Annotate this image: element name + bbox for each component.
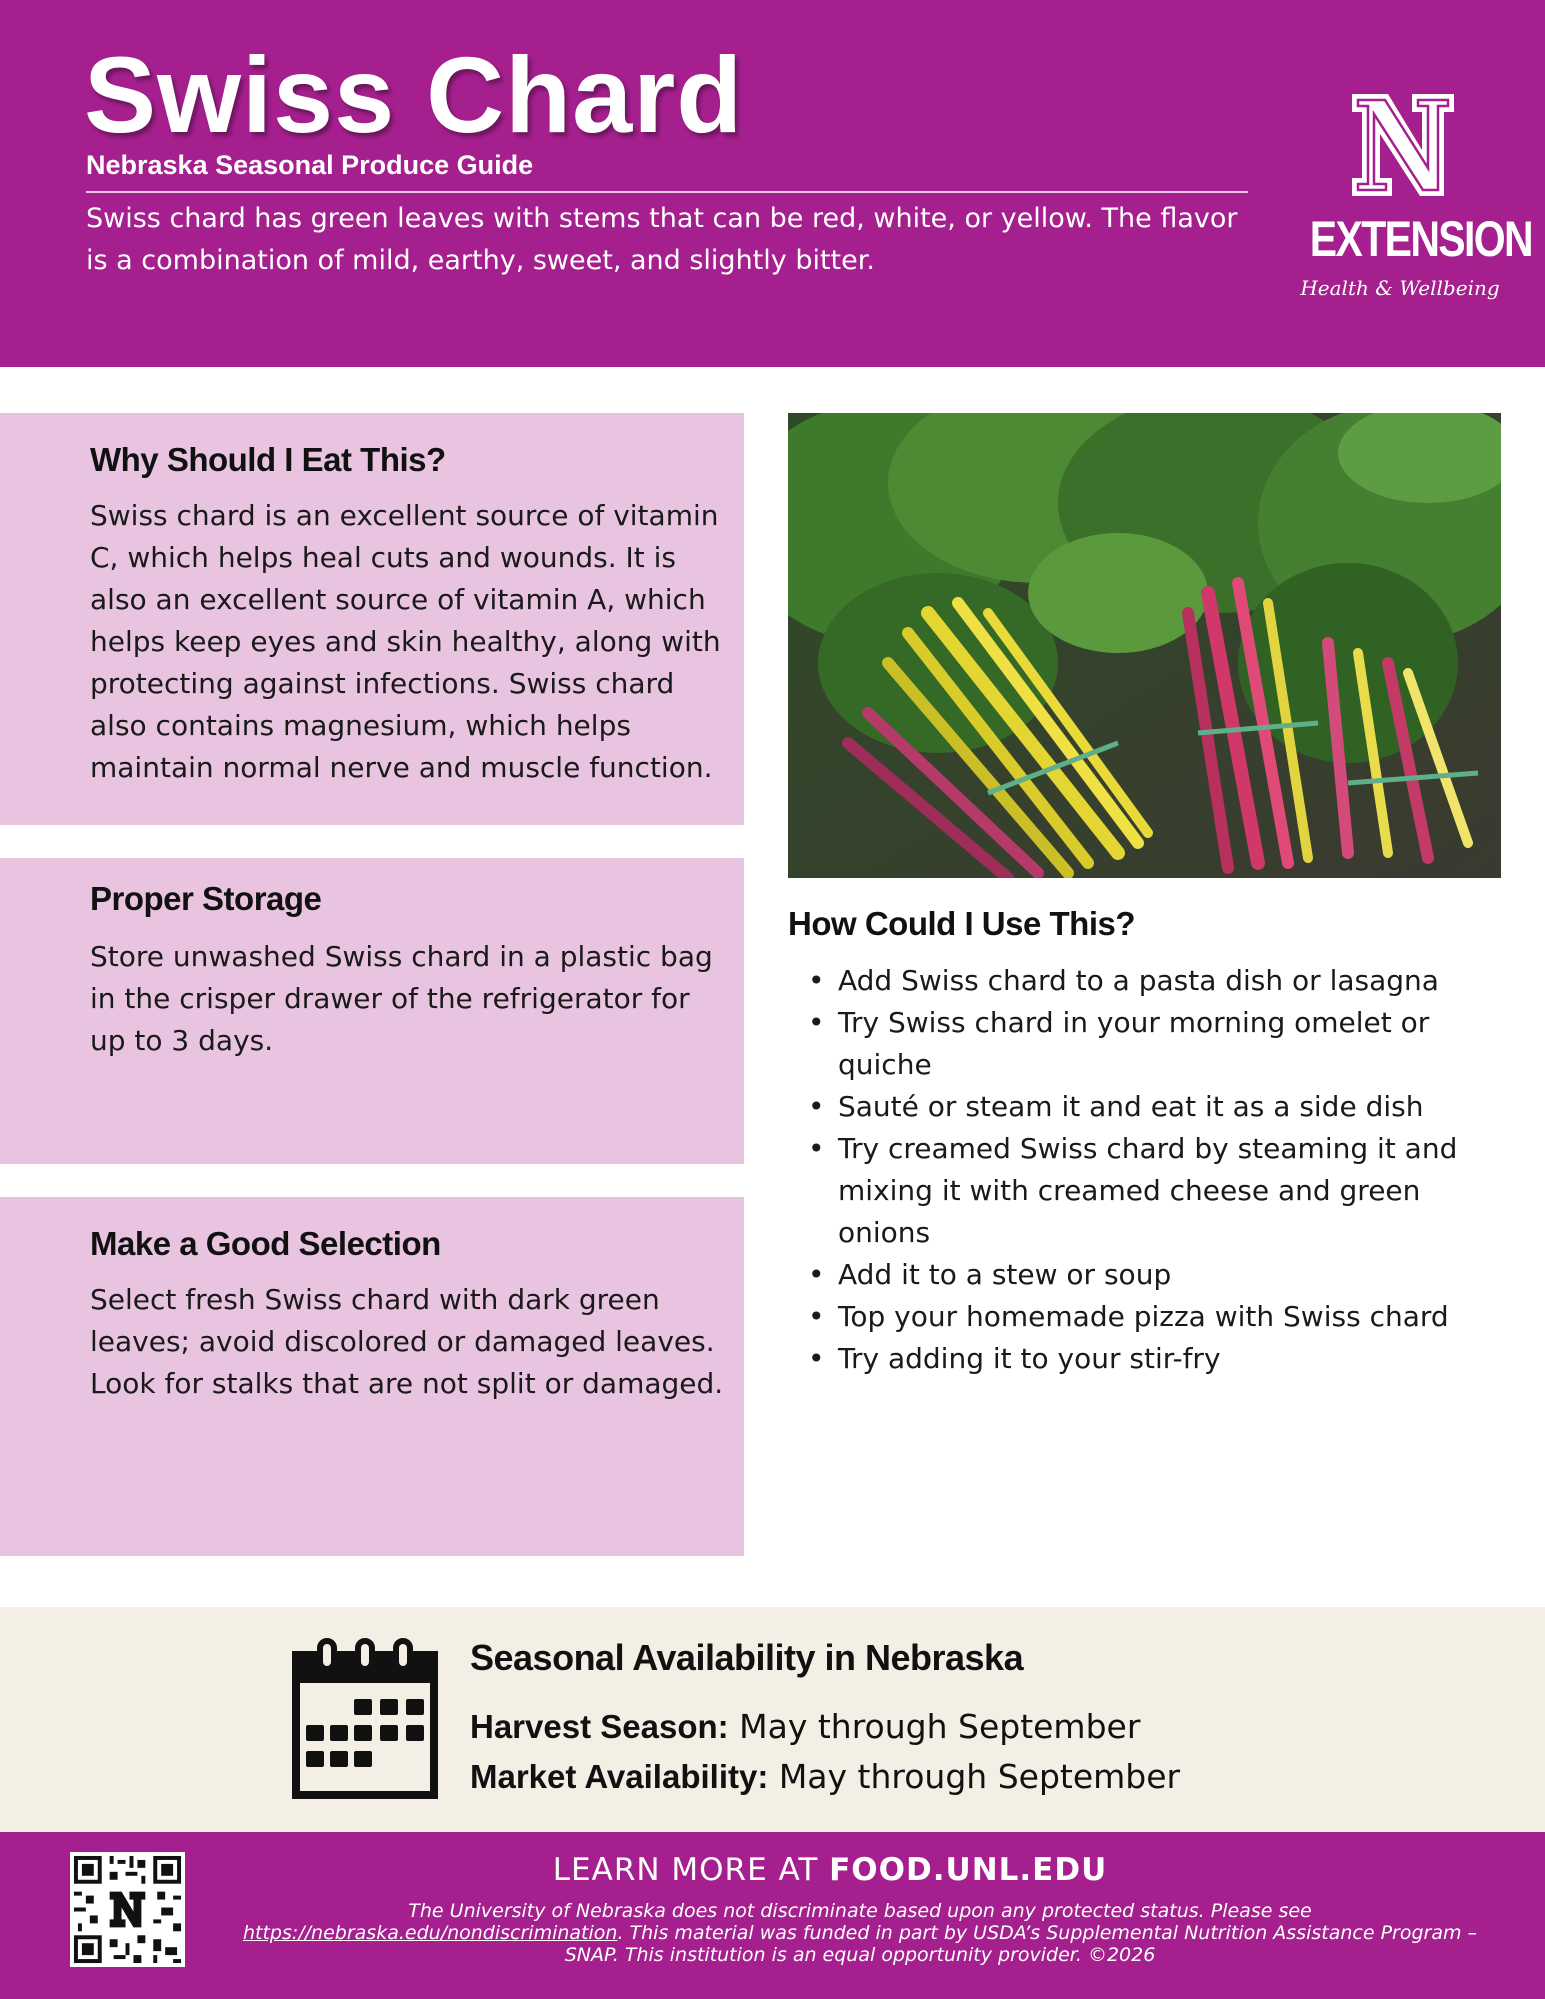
page-title: Swiss Chard [84,34,744,155]
swiss-chard-photo [788,413,1501,878]
list-item: • Sauté or steam it and eat it as a side dish [788,1086,1508,1128]
calendar-icon [290,1637,440,1802]
season-heading: Seasonal Availability in Nebraska [470,1637,1024,1678]
header-banner [0,0,1545,367]
storage-card [0,858,744,1164]
harvest-label: Harvest Season: [470,1708,729,1745]
footer [0,1832,1545,1999]
legal-text-1: The University of Nebraska does not discriminate based upon any protected status. Please see [408,1900,1312,1922]
logo-tagline: Health & Wellbeing [1300,276,1500,300]
why-card [0,413,744,825]
legal-notice [230,1900,1490,1966]
nebraska-n-icon [1348,90,1458,200]
harvest-value: May through September [739,1707,1141,1746]
selection-text: Select fresh Swiss chard with dark green leaves; avoid discolored or damaged leaves. Look for stalks that are not split or damaged. [90,1283,724,1400]
harvest-season-line [470,1707,1140,1746]
season-panel [0,1607,1545,1832]
why-text: Swiss chard is an excellent source of vitamin C, which helps heal cuts and wounds. It is also an excellent source of vitamin A, which helps keep eyes and skin healthy, along with protecting against infections. Swiss chard also contains magnesium, which helps maintain normal nerve and muscle function. [90,499,721,784]
selection-card [0,1197,744,1556]
page-subtitle: Nebraska Seasonal Produce Guide [86,150,534,180]
uses-heading: How Could I Use This? [788,905,1136,942]
extension-logo [1290,90,1532,310]
learn-more-text [0,1852,1540,1888]
list-item: • Try Swiss chard in your morning omelet or quiche [788,1002,1508,1086]
list-item: • Top your homemade pizza with Swiss chard [788,1296,1508,1338]
why-heading: Why Should I Eat This? [90,441,446,478]
storage-text: Store unwashed Swiss chard in a plastic bag in the crisper drawer of the refrigerator for up to 3 days. [90,940,713,1057]
learn-more-link[interactable]: FOOD.UNL.EDU [829,1852,1108,1888]
nondiscrimination-link[interactable]: https://nebraska.edu/nondiscrimination [242,1922,618,1944]
list-item: • Try creamed Swiss chard by steaming it and mixing it with creamed cheese and green onions [788,1128,1508,1254]
legal-text-2: . This material was funded in part by USDA’s Supplemental Nutrition Assistance Program – SNAP. This institution is an equal opportunity provider. ©2026 [564,1922,1478,1966]
market-value: May through September [778,1757,1181,1796]
list-item: • Add Swiss chard to a pasta dish or lasagna [788,960,1508,1002]
storage-heading: Proper Storage [90,880,322,917]
market-label: Market Availability: [470,1758,769,1795]
list-item: • Try adding it to your stir-fry [788,1338,1508,1380]
uses-list [788,960,1508,1380]
selection-heading: Make a Good Selection [90,1225,441,1262]
market-availability-line [470,1757,1180,1796]
header-divider [86,191,1248,193]
list-item: • Add it to a stew or soup [788,1254,1508,1296]
intro-text: Swiss chard has green leaves with stems that can be red, white, or yellow. The flavor is a combination of mild, earthy, sweet, and slightly bitter. [86,203,1238,276]
learn-more-prefix: LEARN MORE AT [552,1852,830,1888]
logo-extension-text: EXTENSION [1309,211,1532,267]
